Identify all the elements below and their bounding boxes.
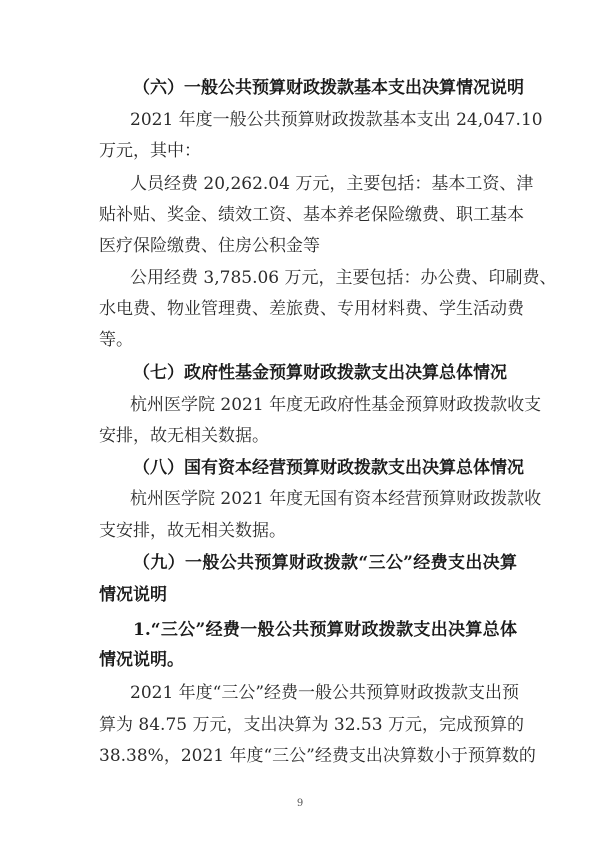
page-number: 9 (296, 798, 304, 809)
section-heading-9: （九）一般公共预算财政拨款“三公”经费支出决算 (133, 553, 517, 573)
subsection-heading-1-cont: 情况说明。 (99, 650, 184, 670)
paragraph-line: 水电费、物业管理费、差旅费、专用材料费、学生活动费 (99, 299, 524, 319)
paragraph-line: 杭州医学院 2021 年度无国有资本经营预算财政拨款收 (130, 489, 542, 509)
paragraph-line: 贴补贴、奖金、绩效工资、基本养老保险缴费、职工基本 (99, 205, 524, 225)
paragraph-line: 安排，故无相关数据。 (99, 426, 269, 446)
paragraph-line: 人员经费 20,262.04 万元，主要包括：基本工资、津 (130, 174, 534, 194)
paragraph-line: 算为 84.75 万元，支出决算为 32.53 万元，完成预算的 (99, 715, 524, 735)
paragraph-line: 杭州医学院 2021 年度无政府性基金预算财政拨款收支 (130, 395, 542, 415)
subsection-heading-1: 1.“三公”经费一般公共预算财政拨款支出决算总体 (133, 620, 517, 640)
paragraph-line: 2021 年度一般公共预算财政拨款基本支出 24,047.10 (130, 110, 543, 130)
section-heading-7: （七）政府性基金预算财政拨款支出决算总体情况 (133, 363, 507, 383)
paragraph-line: 38.38%，2021 年度“三公”经费支出决算数小于预算数的 (99, 746, 536, 766)
paragraph-line: 等。 (99, 330, 133, 350)
paragraph-line: 医疗保险缴费、住房公积金等 (99, 236, 320, 256)
paragraph-line: 公用经费 3,785.06 万元，主要包括：办公费、印刷费、 (130, 268, 557, 288)
paragraph-line: 万元，其中： (99, 141, 201, 161)
section-heading-9-cont: 情况说明 (99, 585, 167, 605)
paragraph-line: 2021 年度“三公”经费一般公共预算财政拨款支出预 (130, 683, 520, 703)
section-heading-8: （八）国有资本经营预算财政拨款支出决算总体情况 (133, 458, 524, 478)
paragraph-line: 支安排，故无相关数据。 (99, 521, 286, 541)
section-heading-6: （六）一般公共预算财政拨款基本支出决算情况说明 (133, 78, 524, 98)
